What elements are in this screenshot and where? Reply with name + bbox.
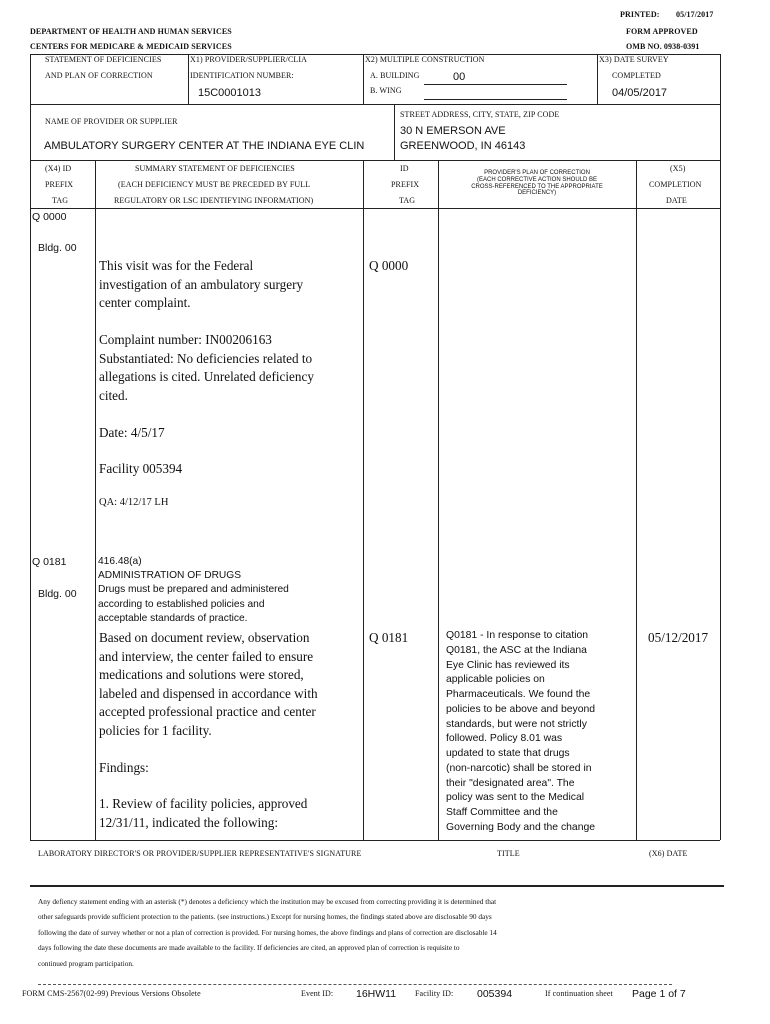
statement-label-l2: AND PLAN OF CORRECTION [45,71,153,80]
x5-label-l1: (X5) [670,164,686,173]
entry1-complaint [99,331,314,405]
text-line: ADMINISTRATION OF DRUGS [98,570,242,582]
multiple-construction-label: X2) MULTIPLE CONSTRUCTION [365,55,485,64]
entry1-facility: Facility 005394 [99,461,183,476]
entry1-date: Date: 4/5/17 [99,425,165,440]
entry1-id-tag: Q 0000 [369,258,409,273]
id-label-l2: PREFIX [391,180,420,189]
text-line: Substantiated: No deficiencies related to [99,350,313,366]
entry2-review [99,795,307,832]
building-label: A. BUILDING [370,71,420,80]
plan-label-l3: CROSS-REFERENCED TO THE APPROPRIATE [471,183,603,190]
department-name: DEPARTMENT OF HEALTH AND HUMAN SERVICES [30,27,232,36]
disclaimer-line: days following the date these documents are made available to the facility. If deficiencies are cited, an approved plan of correction is requisite to [38,943,460,953]
event-id-label: Event ID: [301,989,334,998]
text-line: Drugs must be prepared and administered [98,584,289,596]
entry2-tag: Q 0181 [32,556,67,568]
provider-name-label: NAME OF PROVIDER OR SUPPLIER [45,117,178,126]
disclaimer-line: continued program participation. [38,958,134,968]
entry2-findings: Findings: [99,760,149,775]
text-line: Complaint number: IN00206163 [99,332,272,347]
text-line: cited. [99,387,128,403]
entry2-body [99,629,318,740]
text-line: their "designated area". The [446,777,575,789]
disclaimer-line: Any defiency statement ending with an asterisk (*) denotes a deficiency which the institution may be excused from correcting providing it is determined that [38,897,497,906]
summary-label-l3: REGULATORY OR LSC IDENTIFYING INFORMATION) [114,196,314,205]
text-line: acceptable standards of practice. [98,612,248,624]
form-approved: FORM APPROVED [626,27,698,36]
x5-label-l3: DATE [666,196,687,205]
statement-label-l1: STATEMENT OF DEFICIENCIES [45,55,162,64]
text-line: labeled and dispensed in accordance with [99,685,318,701]
text-line: Based on document review, observation [99,630,310,645]
text-line: according to established policies and [98,598,265,610]
disclaimer [38,894,497,971]
plan-label-l4: DEFICIENCY) [517,190,557,197]
text-line: updated to state that drugs [446,748,570,759]
entry2-completion-date: 05/12/2017 [648,630,709,645]
entry2-id-tag: Q 0181 [369,630,409,645]
entry2-regulation [98,555,289,626]
text-line: policy was sent to the Medical [446,792,585,804]
address-line-1: 30 N EMERSON AVE [400,125,506,137]
date-survey-label-l1: X3) DATE SURVEY [599,55,669,64]
text-line: (non-narcotic) shall be stored in [446,762,592,774]
cms-name: CENTERS FOR MEDICARE & MEDICAID SERVICES [30,42,232,51]
entry1-tag: Q 0000 [32,211,67,223]
x4-label-l2: PREFIX [45,180,74,189]
text-line: 12/31/11, indicated the following: [99,814,278,830]
title-label: TITLE [497,849,520,858]
printed-label: PRINTED: [620,10,660,19]
clia-label-l2: IDENTIFICATION NUMBER: [190,71,294,80]
facility-id-value: 005394 [477,988,513,1000]
id-label-l1: ID [400,164,409,173]
id-label-l3: TAG [399,196,416,205]
entry2-bldg: Bldg. 00 [38,588,77,600]
summary-label-l2: (EACH DEFICIENCY MUST BE PRECEDED BY FULL [118,180,311,189]
entry1-bldg: Bldg. 00 [38,242,77,254]
printed-date: 05/17/2017 [676,10,714,19]
omb-number: OMB NO. 0938-0391 [626,42,700,51]
entry1-intro [99,257,303,313]
text-line: Eye Clinic has reviewed its [446,659,570,671]
clia-number: 15C0001013 [198,87,262,99]
address-line-2: GREENWOOD, IN 46143 [400,140,526,152]
x4-label-l1: (X4) ID [45,164,72,173]
date-survey-label-l2: COMPLETED [612,71,661,80]
x5-label-l2: COMPLETION [649,180,702,189]
wing-label: B. WING [370,86,402,95]
entry1-qa: QA: 4/12/17 LH [99,497,169,508]
text-line: accepted professional practice and center [99,704,316,719]
text-line: 416.48(a) [98,556,142,567]
building-value: 00 [453,71,466,83]
x4-label-l3: TAG [52,196,69,205]
entry2-plan-of-correction [446,629,595,836]
text-line: policies to be above and beyond [446,703,596,715]
plan-label-l1: PROVIDER'S PLAN OF CORRECTION [484,170,590,176]
disclaimer-line: other safeguards provide sufficient protection to the patients. (see instructions.) Except for nursing homes, the findings stated above are disclosable 90 days [38,912,492,922]
x6-date-label: (X6) DATE [649,849,688,858]
text-line: Pharmaceuticals. We found the [446,689,591,700]
text-line: Q0181 - In response to citation [446,630,589,641]
provider-name-value: AMBULATORY SURGERY CENTER AT THE INDIANA EYE CLIN [44,140,365,152]
text-line: Staff Committee and the [446,807,558,818]
text-line: investigation of an ambulatory surgery [99,276,304,292]
text-line: This visit was for the Federal [99,258,254,273]
text-line: applicable policies on [446,674,545,686]
summary-label-l1: SUMMARY STATEMENT OF DEFICIENCIES [135,164,295,173]
text-line: medications and solutions were stored, [99,667,304,682]
text-line: 1. Review of facility policies, approved [99,796,308,811]
signature-label: LABORATORY DIRECTOR'S OR PROVIDER/SUPPLIER REPRESENTATIVE'S SIGNATURE [38,849,362,858]
address-label: STREET ADDRESS, CITY, STATE, ZIP CODE [400,110,560,119]
text-line: Governing Body and the change [446,821,596,833]
text-line: standards, but were not strictly [446,718,587,730]
date-survey-value: 04/05/2017 [612,87,668,99]
plan-label-l2: (EACH CORRECTIVE ACTION SHOULD BE [476,176,598,183]
text-line: Q0181, the ASC at the Indiana [446,644,587,656]
continuation-label: If continuation sheet [545,989,613,998]
form-number: FORM CMS-2567(02-99) Previous Versions Obsolete [22,989,201,998]
facility-id-label: Facility ID: [415,989,454,998]
disclaimer-line: following the date of survey whether or not a plan of correction is provided. For nursing homes, the above findings and plans of correction are disclosable 14 [38,927,497,937]
text-line: followed. Policy 8.01 was [446,733,563,745]
clia-label-l1: X1) PROVIDER/SUPPLIER/CLIA [190,55,308,64]
text-line: and interview, the center failed to ensure [99,648,314,664]
page-number: Page 1 of 7 [632,988,686,1000]
text-line: policies for 1 facility. [99,722,212,738]
event-id-value: 16HW11 [356,988,397,1000]
text-line: center complaint. [99,295,191,310]
text-line: allegations is cited. Unrelated deficiency [99,369,314,384]
